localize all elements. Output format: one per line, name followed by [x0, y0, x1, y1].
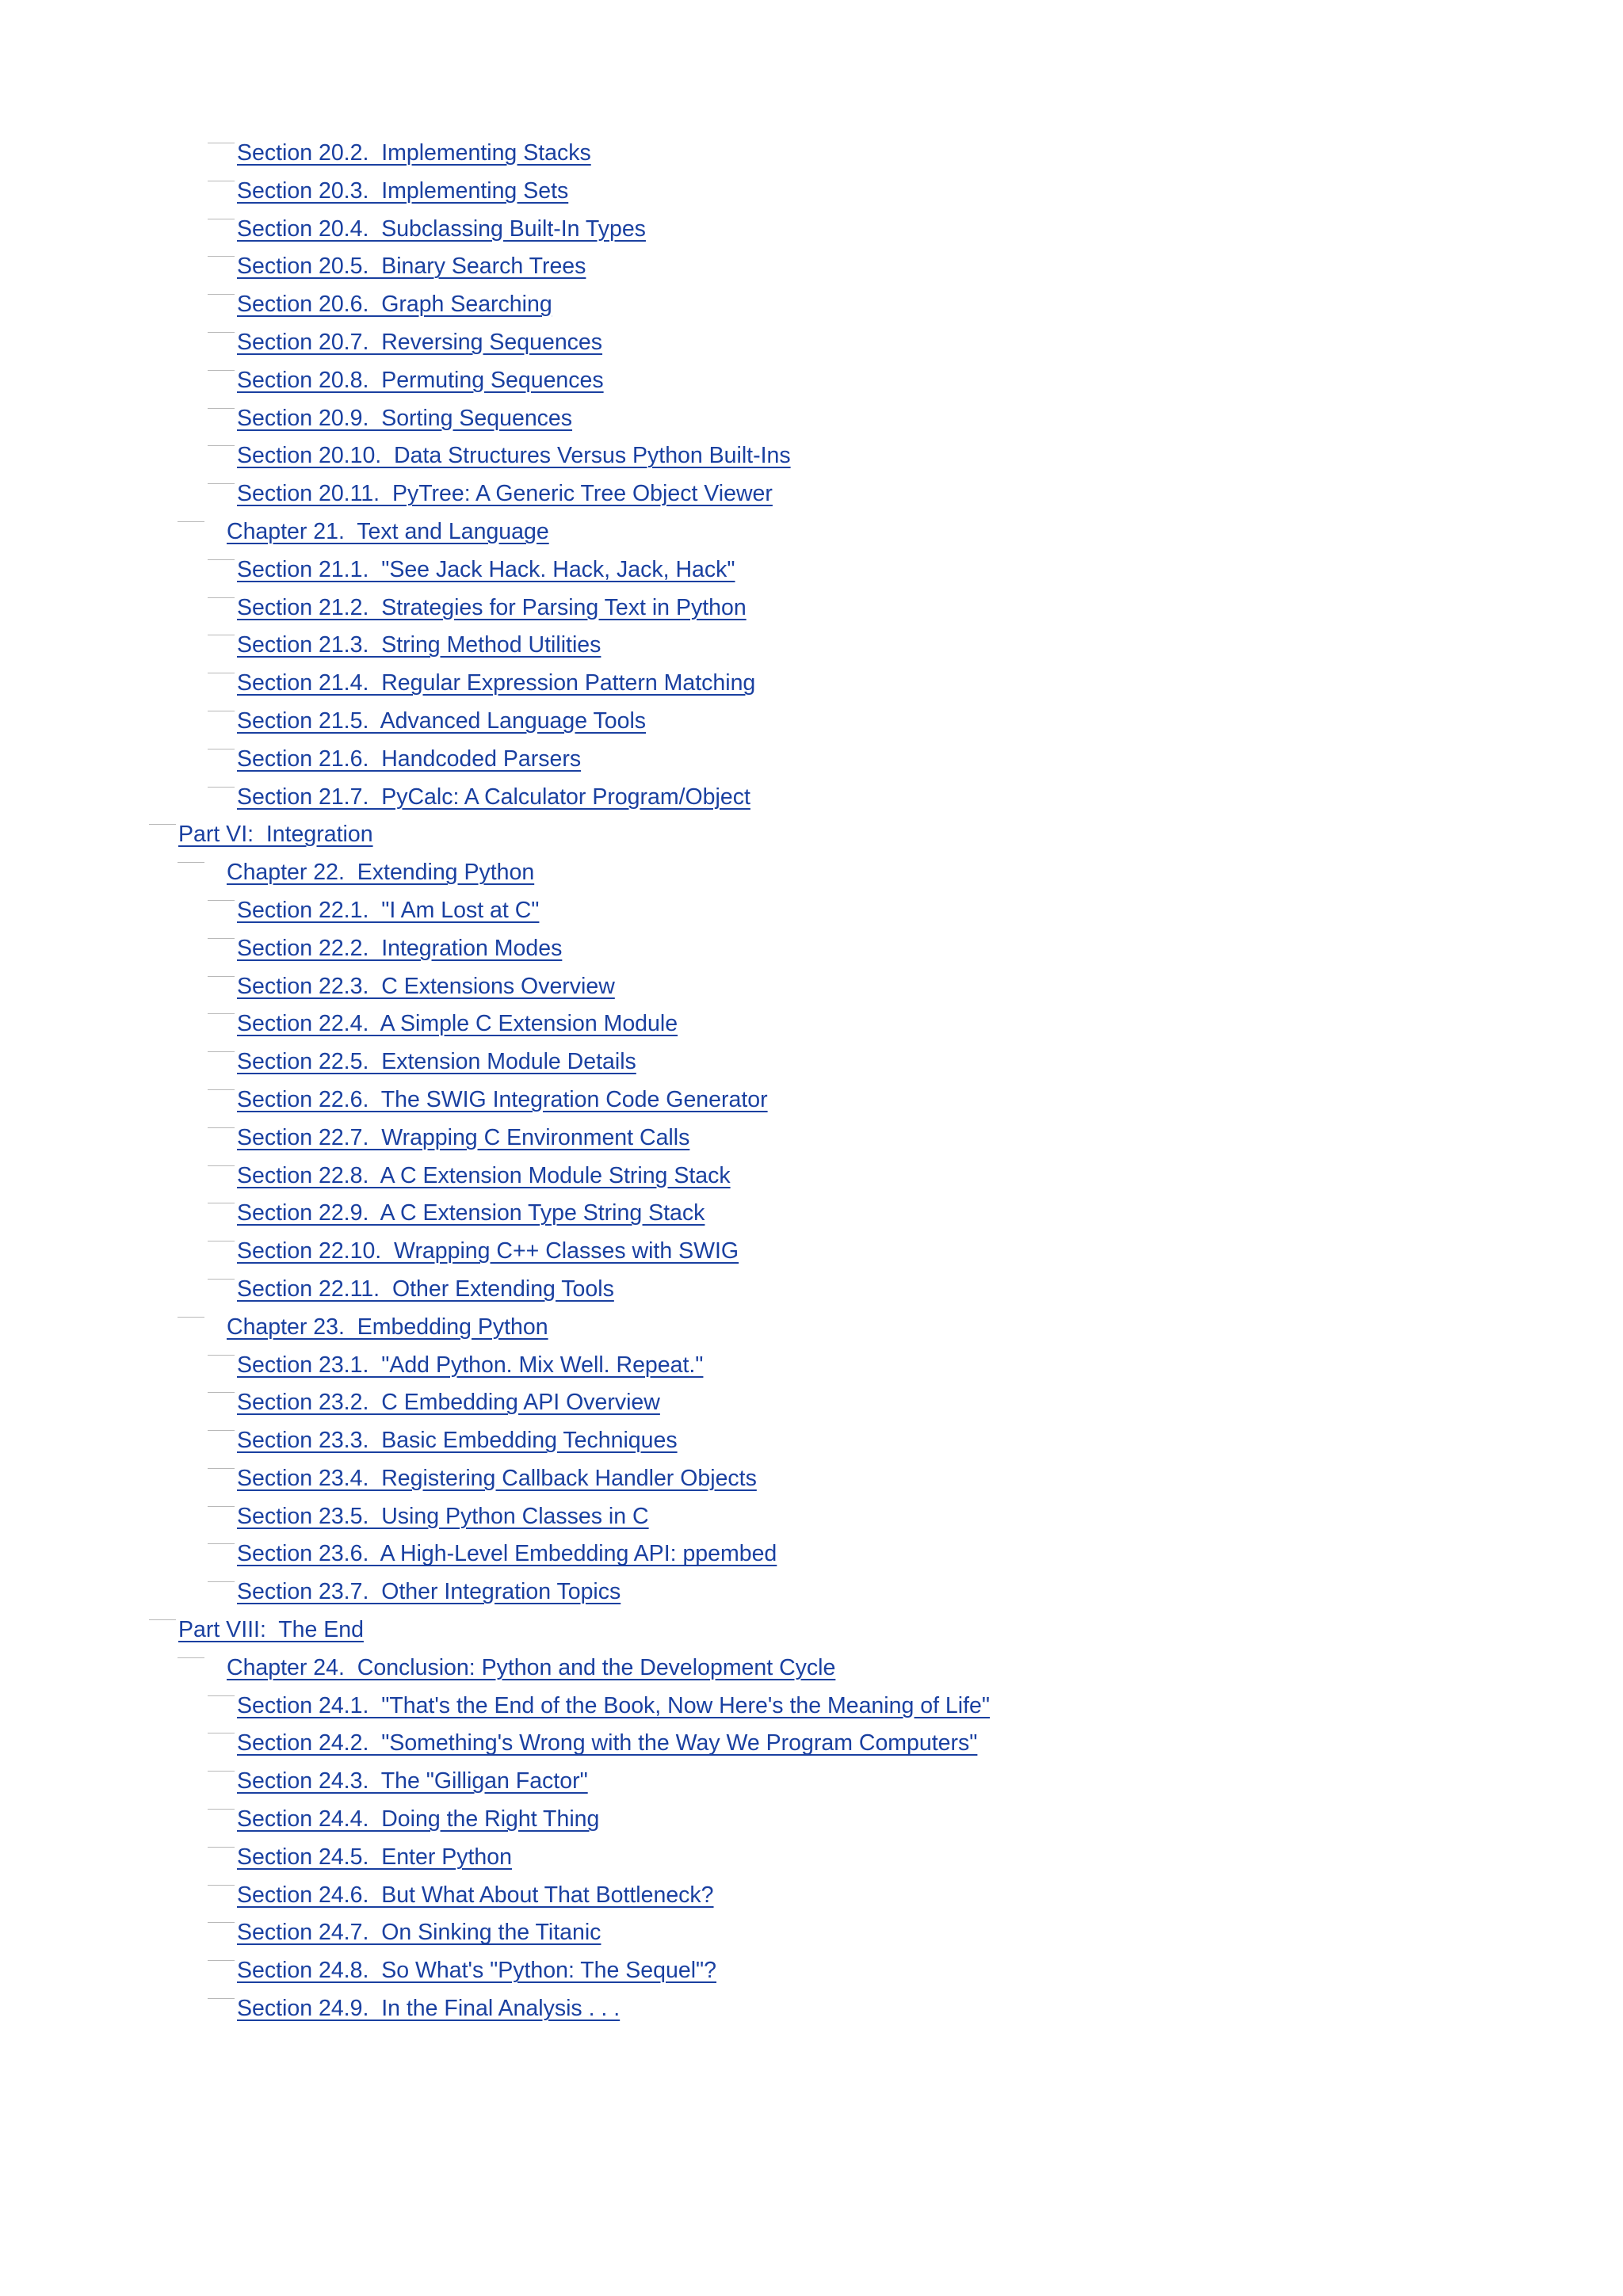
toc-row-section [0, 1460, 1623, 1498]
toc-row-section [0, 1233, 1623, 1271]
tree-connector-line [208, 976, 235, 977]
toc-row-chapter [0, 1309, 1623, 1347]
toc-row-section [0, 1914, 1623, 1952]
tree-connector-line [208, 900, 235, 901]
tree-connector-line [208, 294, 235, 295]
toc-link-section[interactable]: Section 24.9. In the Final Analysis . . . [237, 1996, 621, 2022]
toc-row-section [0, 400, 1623, 438]
tree-connector-line [208, 1885, 235, 1886]
toc-link-section[interactable]: Section 23.5. Using Python Classes in C [237, 1503, 649, 1529]
tree-connector-line [149, 824, 176, 825]
toc-row-part [0, 1611, 1623, 1650]
toc-link-chapter[interactable]: Chapter 24. Conclusion: Python and the Development Cycle [227, 1654, 836, 1680]
toc-row-section [0, 1195, 1623, 1233]
tree-connector-line [208, 332, 235, 333]
toc-row-chapter [0, 854, 1623, 892]
tree-connector-line [208, 1165, 235, 1166]
toc-link-section[interactable]: Section 23.6. A High-Level Embedding API: ppembed [237, 1541, 777, 1567]
tree-connector-line [208, 1089, 235, 1090]
toc-link-section[interactable]: Section 20.7. Reversing Sequences [237, 329, 603, 355]
table-of-contents [0, 135, 1623, 2028]
tree-connector-line [208, 1695, 235, 1696]
toc-row-chapter [0, 513, 1623, 551]
toc-link-section[interactable]: Section 20.4. Subclassing Built-In Types [237, 215, 646, 242]
toc-row-section [0, 1877, 1623, 1915]
tree-connector-line [178, 862, 204, 863]
toc-row-section [0, 173, 1623, 211]
toc-row-section [0, 1952, 1623, 1990]
tree-connector-line [208, 1922, 235, 1923]
toc-row-chapter [0, 1650, 1623, 1688]
tree-connector-line [208, 1468, 235, 1469]
toc-row-section [0, 362, 1623, 400]
toc-row-section [0, 475, 1623, 513]
tree-connector-line [208, 1543, 235, 1544]
toc-row-section [0, 248, 1623, 286]
toc-link-section[interactable]: Section 22.1. "I Am Lost at C" [237, 897, 540, 923]
toc-link-section[interactable]: Section 20.2. Implementing Stacks [237, 140, 591, 166]
toc-link-section[interactable]: Section 21.2. Strategies for Parsing Text in Python [237, 594, 747, 620]
tree-connector-line [208, 1279, 235, 1280]
toc-row-section [0, 1801, 1623, 1839]
toc-link-section[interactable]: Section 20.5. Binary Search Trees [237, 254, 586, 280]
toc-row-section [0, 589, 1623, 627]
toc-row-section [0, 892, 1623, 930]
toc-link-section[interactable]: Section 20.8. Permuting Sequences [237, 367, 604, 393]
tree-connector-line [208, 256, 235, 257]
toc-row-section [0, 211, 1623, 249]
toc-link-section[interactable]: Section 23.2. C Embedding API Overview [237, 1390, 660, 1416]
tree-connector-line [208, 1127, 235, 1128]
toc-row-section [0, 665, 1623, 703]
toc-row-section [0, 437, 1623, 475]
tree-connector-line [208, 938, 235, 939]
toc-link-chapter[interactable]: Chapter 23. Embedding Python [227, 1314, 548, 1340]
toc-link-section[interactable]: Section 23.7. Other Integration Topics [237, 1579, 621, 1605]
toc-link-section[interactable]: Section 20.6. Graph Searching [237, 292, 552, 318]
toc-link-part[interactable]: Part VIII: The End [178, 1617, 364, 1643]
toc-link-section[interactable]: Section 21.7. PyCalc: A Calculator Program/Object [237, 784, 750, 810]
toc-row-section [0, 1158, 1623, 1196]
toc-link-section[interactable]: Section 21.1. "See Jack Hack. Hack, Jack, Hack" [237, 556, 735, 582]
toc-link-section[interactable]: Section 22.2. Integration Modes [237, 935, 563, 961]
toc-link-section[interactable]: Section 20.3. Implementing Sets [237, 177, 569, 204]
tree-connector-line [208, 1998, 235, 1999]
tree-connector-line [208, 370, 235, 371]
toc-row-section [0, 930, 1623, 968]
toc-link-section[interactable]: Section 22.4. A Simple C Extension Module [237, 1011, 678, 1037]
toc-link-section[interactable]: Section 24.2. "Something's Wrong with the Way We Program Computers" [237, 1730, 978, 1756]
tree-connector-line [208, 1960, 235, 1961]
toc-row-section [0, 1763, 1623, 1801]
toc-link-section[interactable]: Section 20.11. PyTree: A Generic Tree Object Viewer [237, 481, 773, 507]
toc-link-section[interactable]: Section 22.8. A C Extension Module String Stack [237, 1162, 731, 1188]
toc-link-section[interactable]: Section 23.1. "Add Python. Mix Well. Repeat." [237, 1352, 704, 1378]
tree-connector-line [208, 1013, 235, 1014]
toc-link-section[interactable]: Section 22.3. C Extensions Overview [237, 973, 615, 999]
toc-link-section[interactable]: Section 24.4. Doing the Right Thing [237, 1806, 600, 1833]
toc-link-section[interactable]: Section 21.5. Advanced Language Tools [237, 707, 647, 734]
tree-connector-line [208, 1355, 235, 1356]
toc-row-section [0, 779, 1623, 817]
toc-row-section [0, 286, 1623, 324]
toc-link-section[interactable]: Section 24.1. "That's the End of the Book, Now Here's the Meaning of Life" [237, 1692, 990, 1718]
toc-row-section [0, 968, 1623, 1006]
toc-row-section [0, 1005, 1623, 1043]
tree-connector-line [208, 597, 235, 598]
toc-row-section [0, 741, 1623, 779]
toc-link-section[interactable]: Section 24.8. So What's "Python: The Sequel"? [237, 1958, 717, 1984]
toc-row-section [0, 1271, 1623, 1309]
toc-row-section [0, 1422, 1623, 1460]
toc-link-section[interactable]: Section 22.11. Other Extending Tools [237, 1276, 614, 1302]
toc-link-section[interactable]: Section 22.10. Wrapping C++ Classes with SWIG [237, 1238, 739, 1264]
tree-connector-line [208, 408, 235, 409]
toc-link-section[interactable]: Section 22.6. The SWIG Integration Code Generator [237, 1086, 768, 1112]
tree-connector-line [208, 1809, 235, 1810]
toc-link-section[interactable]: Section 24.3. The "Gilligan Factor" [237, 1768, 588, 1794]
toc-row-section [0, 1573, 1623, 1611]
toc-row-section [0, 1043, 1623, 1081]
tree-connector-line [208, 1051, 235, 1052]
toc-link-section[interactable]: Section 21.4. Regular Expression Pattern Matching [237, 670, 756, 696]
tree-connector-line [208, 1506, 235, 1507]
toc-link-section[interactable]: Section 22.7. Wrapping C Environment Calls [237, 1124, 690, 1150]
toc-row-part [0, 816, 1623, 854]
tree-connector-line [208, 1771, 235, 1772]
toc-row-section [0, 1688, 1623, 1726]
toc-link-chapter[interactable]: Chapter 22. Extending Python [227, 860, 535, 886]
toc-row-section [0, 324, 1623, 362]
toc-row-section [0, 703, 1623, 741]
toc-row-section [0, 1347, 1623, 1385]
tree-connector-line [208, 445, 235, 446]
toc-row-section [0, 1839, 1623, 1877]
toc-row-section [0, 1119, 1623, 1158]
toc-link-section[interactable]: Section 22.9. A C Extension Type String Stack [237, 1200, 705, 1226]
toc-row-section [0, 1990, 1623, 2028]
toc-row-section [0, 1535, 1623, 1573]
toc-row-section [0, 551, 1623, 589]
toc-link-section[interactable]: Section 21.3. String Method Utilities [237, 632, 601, 658]
toc-link-section[interactable]: Section 23.3. Basic Embedding Techniques [237, 1428, 678, 1454]
tree-connector-line [178, 1317, 204, 1318]
toc-row-section [0, 1725, 1623, 1763]
toc-link-chapter[interactable]: Chapter 21. Text and Language [227, 518, 549, 544]
toc-link-section[interactable]: Section 20.10. Data Structures Versus Python Built-Ins [237, 443, 791, 469]
toc-link-section[interactable]: Section 24.5. Enter Python [237, 1844, 512, 1870]
tree-connector-line [178, 521, 204, 522]
tree-connector-line [208, 559, 235, 560]
toc-link-section[interactable]: Section 24.7. On Sinking the Titanic [237, 1920, 601, 1946]
toc-row-section [0, 1081, 1623, 1119]
toc-link-section[interactable]: Section 22.5. Extension Module Details [237, 1049, 636, 1075]
tree-connector-line [208, 1430, 235, 1431]
toc-link-section[interactable]: Section 23.4. Registering Callback Handler Objects [237, 1465, 757, 1491]
tree-connector-line [208, 1392, 235, 1393]
tree-connector-line [149, 1619, 176, 1620]
toc-link-section[interactable]: Section 21.6. Handcoded Parsers [237, 746, 582, 772]
tree-connector-line [208, 787, 235, 788]
toc-link-part[interactable]: Part VI: Integration [178, 822, 373, 848]
toc-row-section [0, 627, 1623, 665]
tree-connector-line [208, 1581, 235, 1582]
tree-connector-line [208, 483, 235, 484]
tree-connector-line [178, 1657, 204, 1658]
toc-row-section [0, 1498, 1623, 1536]
toc-row-section [0, 135, 1623, 173]
toc-link-section[interactable]: Section 20.9. Sorting Sequences [237, 405, 573, 431]
toc-row-section [0, 1384, 1623, 1422]
toc-link-section[interactable]: Section 24.6. But What About That Bottleneck? [237, 1882, 714, 1908]
tree-connector-line [208, 1847, 235, 1848]
